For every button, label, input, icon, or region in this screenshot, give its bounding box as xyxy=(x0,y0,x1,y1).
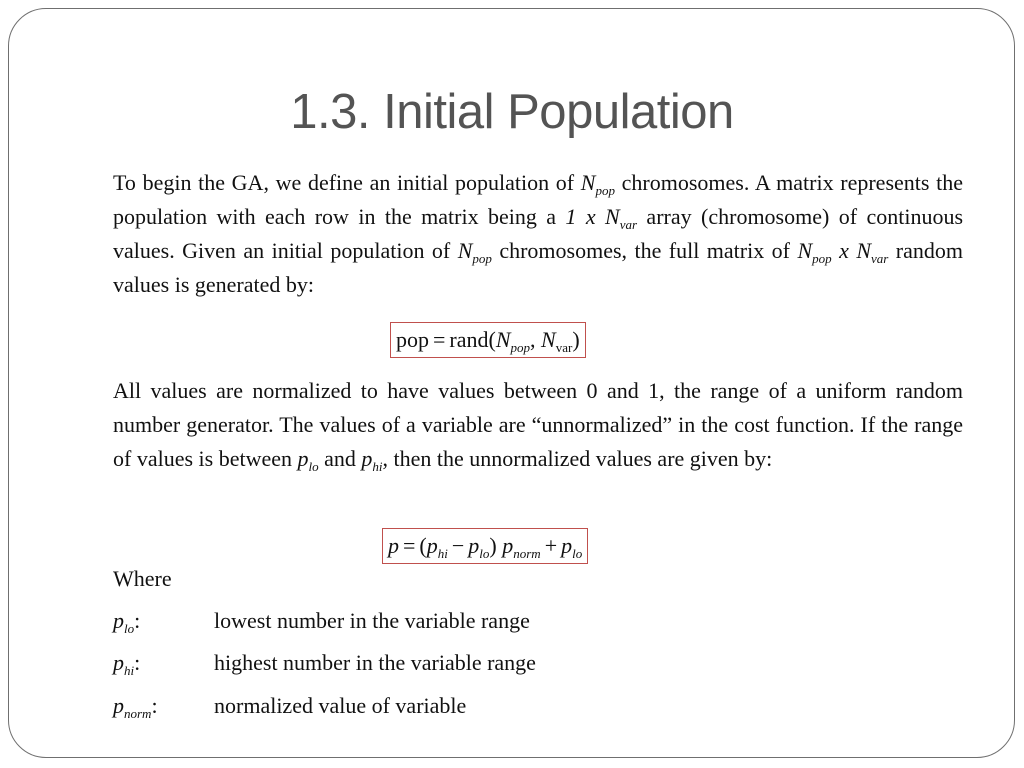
definition-row-pnorm xyxy=(113,693,466,719)
slide-title: 1.3. Initial Population xyxy=(290,85,734,139)
definition-text: normalized value of variable xyxy=(214,693,467,718)
definition-symbol: $p_{lo}$: xyxy=(113,608,141,636)
definition-symbol: $p_{norm}$: xyxy=(113,693,158,721)
definition-text: lowest number in the variable range xyxy=(214,608,530,633)
definition-row-plo xyxy=(113,608,530,634)
equation-pop-rand: pop = $rand(N_{pop}$, $N_{var}$) xyxy=(390,322,586,358)
paragraph-normalization: All values are normalized to have values between 0 and 1, the range of a uniform random number generator. The values of a variable are “unnormalized” in the cost function. If the range of values is between $p_{lo}$ and $p_{hi}$, then the unnormalized values are given by: xyxy=(113,378,963,474)
definition-symbol: $p_{hi}$: xyxy=(113,650,141,678)
definition-text: highest number in the variable range xyxy=(214,650,536,675)
paragraph-initial-population: To begin the GA, we define an initial population of $N_{pop}$ chromosomes. A matrix represents the population with each row in the matrix being a 1 x $N_{var}$ array (chromosome) of continuous values. Given an initial population of $N_{pop}$ chromosomes, the full matrix of $N_{pop}$ x $N_{var}$ random values is generated by: xyxy=(113,170,964,297)
definition-row-phi xyxy=(113,650,536,676)
equation-unnormalize: $p = (p_{hi} - p_{lo}) p_{norm} + p_{lo}$ xyxy=(382,528,588,564)
where-label: Where xyxy=(113,566,172,591)
